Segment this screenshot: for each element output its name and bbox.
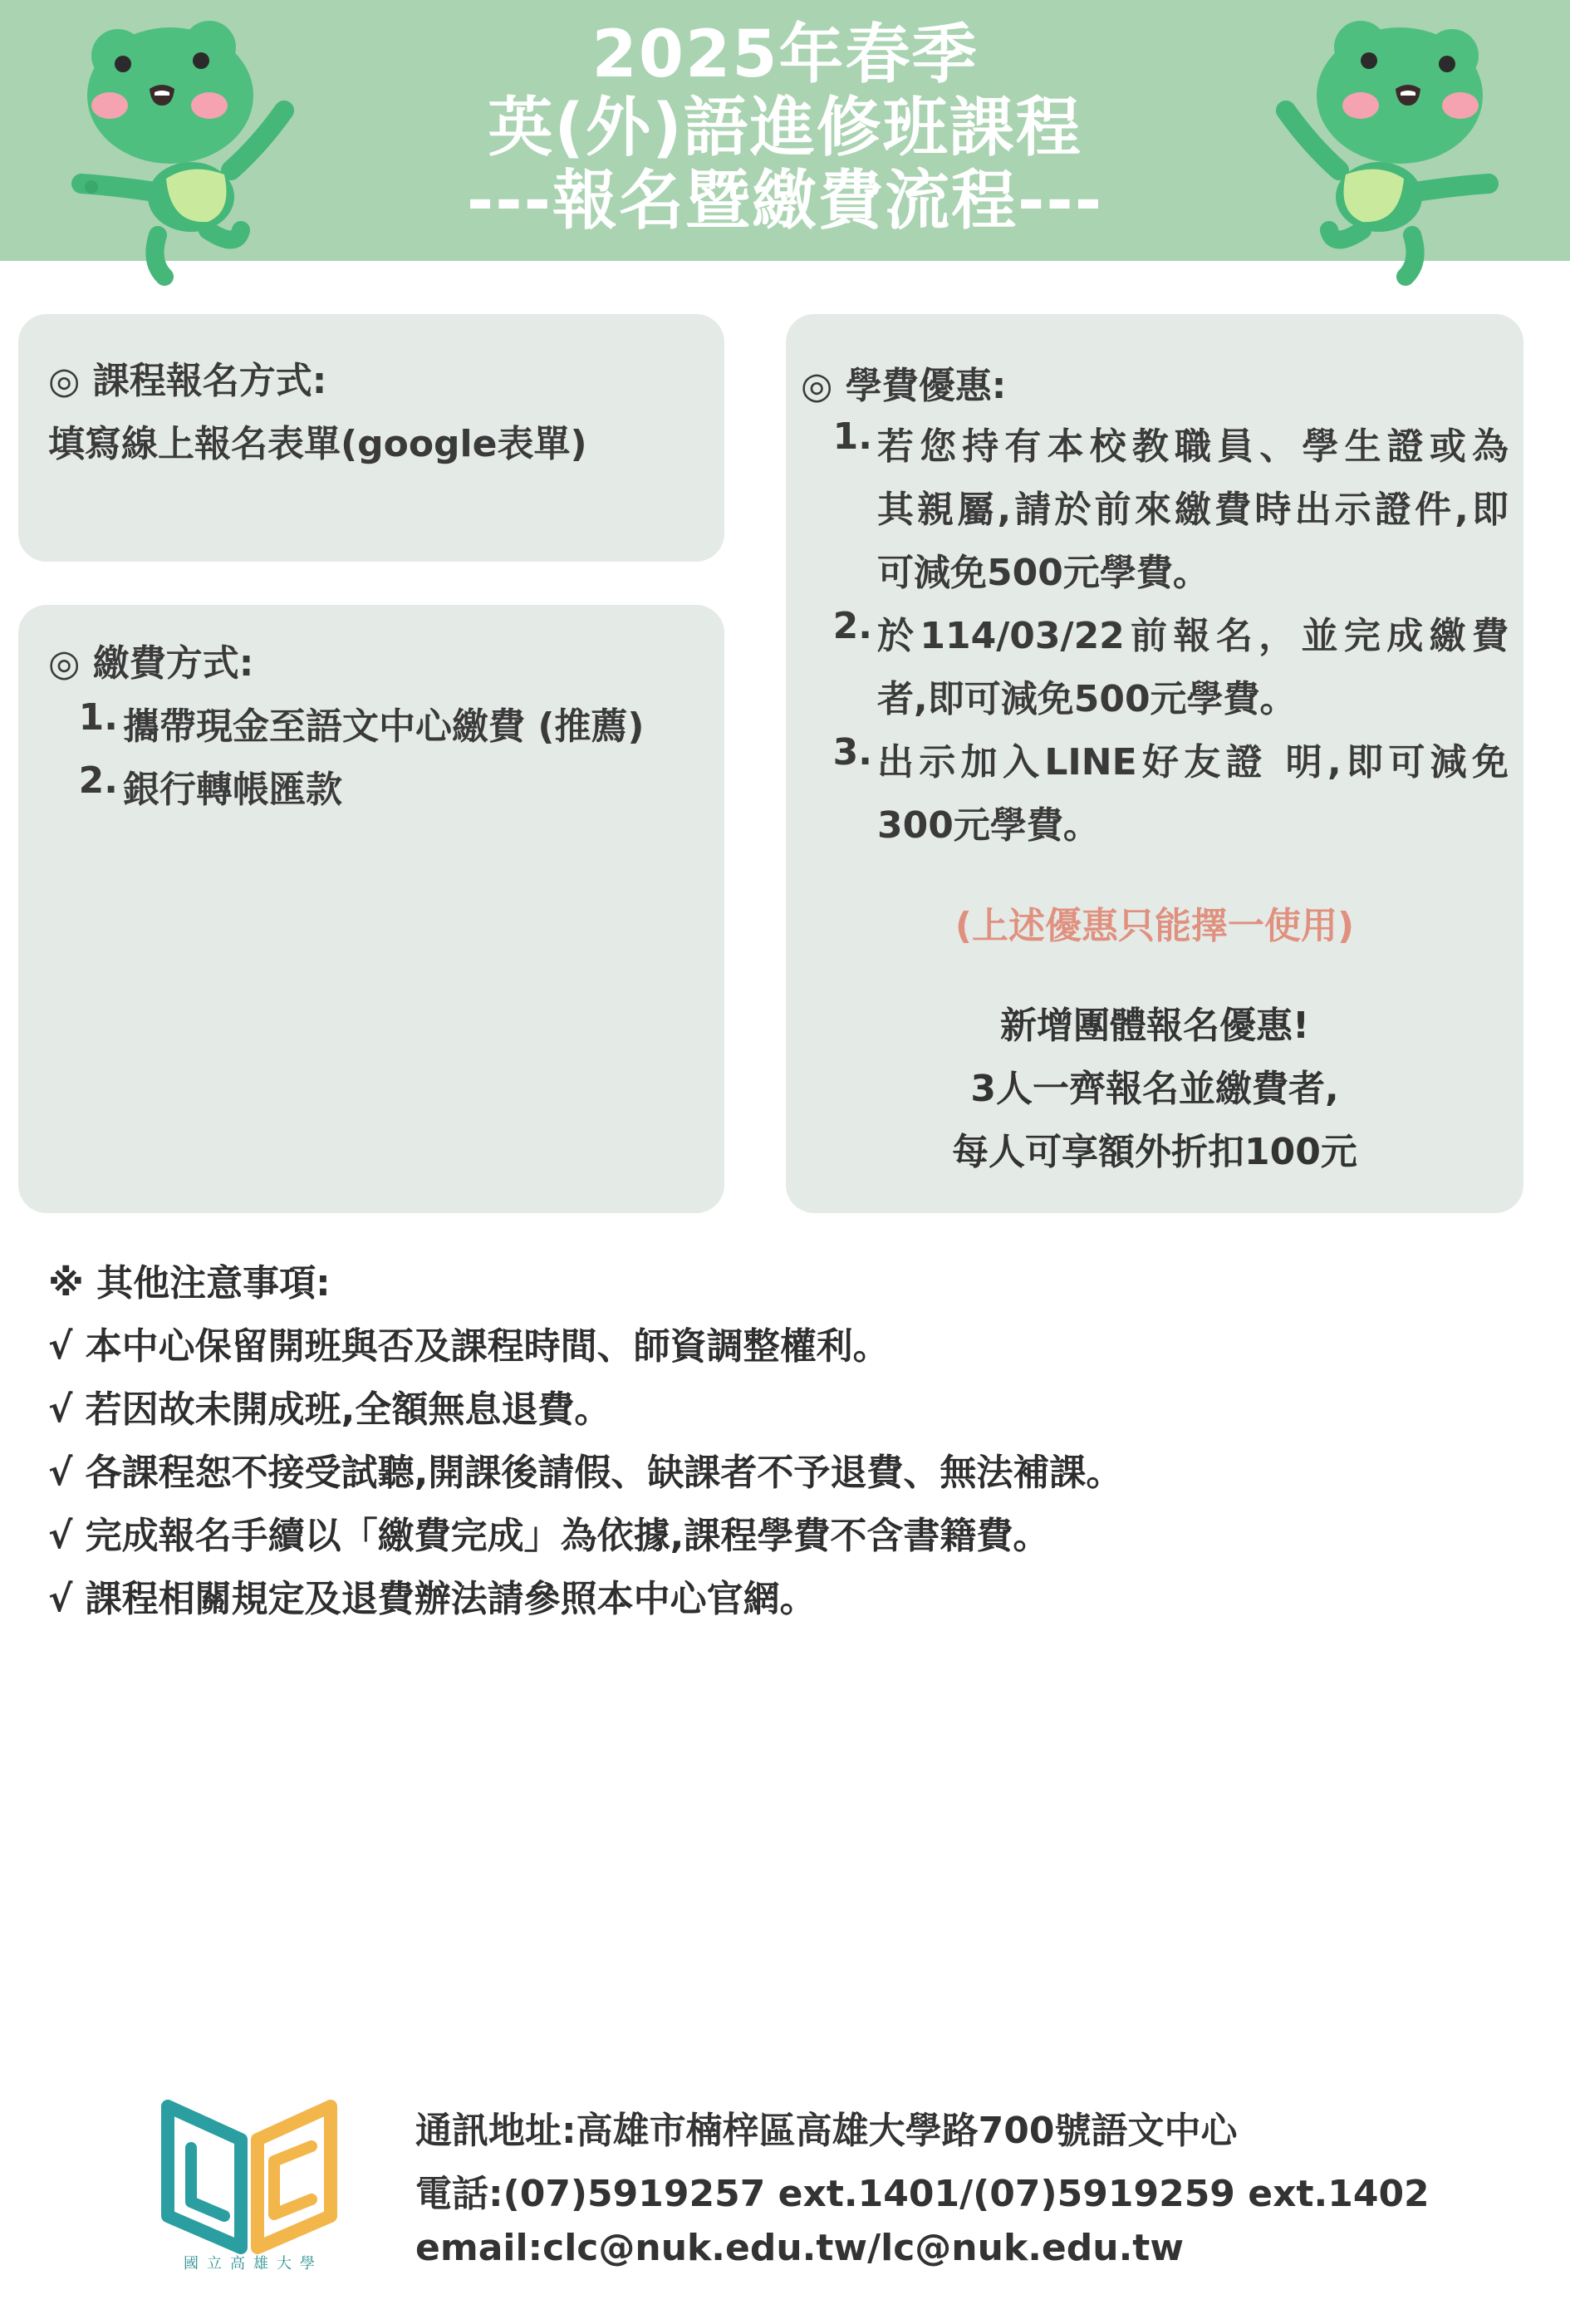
notes-heading: ※ 其他注意事項: xyxy=(48,1262,331,1304)
list-text-line: 其親屬,請於前來繳費時出示證件,即 xyxy=(877,489,1509,531)
group-offer-line-3: 每人可享額外折扣100元 xyxy=(952,1131,1357,1173)
registration-body: 填寫線上報名表單(google表單) xyxy=(48,423,587,465)
title-line-3: ---報名暨繳費流程--- xyxy=(466,164,1104,238)
title-line-2: 英(外)語進修班課程 xyxy=(488,91,1082,165)
list-text-line: 若您持有本校教職員、學生證或為 xyxy=(877,425,1509,468)
discount-exclusive-note: (上述優惠只能擇一使用) xyxy=(954,905,1355,947)
list-text-line: 者,即可減免500元學費。 xyxy=(877,678,1297,720)
group-offer-line-2: 3人一齊報名並繳費者, xyxy=(970,1068,1339,1110)
list-item: √ 各課程恕不接受試聽,開課後請假、缺課者不予退費、無法補課。 xyxy=(48,1452,1123,1494)
payment-heading: ◎ 繳費方式: xyxy=(48,642,254,685)
list-text-line: 於114/03/22前報名，並完成繳費 xyxy=(877,615,1509,657)
list-item: √ 完成報名手續以「繳費完成」為依據,課程學費不含書籍費。 xyxy=(48,1515,1050,1557)
title-line-1: 2025年春季 xyxy=(591,17,979,92)
list-number: 1. xyxy=(78,696,118,739)
list-text-line: 出示加入LINE好友證 明,即可減免 xyxy=(877,741,1509,784)
list-number: 2. xyxy=(832,605,872,647)
group-offer-line-1: 新增團體報名優惠! xyxy=(999,1005,1310,1047)
list-text-line: 可減免500元學費。 xyxy=(877,552,1209,594)
logo-caption: 國立高雄大學 xyxy=(184,2255,323,2272)
list-item: √ 若因故未開成班,全額無息退費。 xyxy=(48,1388,611,1431)
contact-phone: 電話:(07)5919257 ext.1401/(07)5919259 ext.1402 xyxy=(415,2173,1430,2215)
contact-address: 通訊地址:高雄市楠梓區高雄大學路700號語文中心 xyxy=(415,2110,1238,2152)
discount-heading: ◎ 學費優惠: xyxy=(801,365,1007,407)
contact-email[interactable]: email:clc@nuk.edu.tw/lc@nuk.edu.tw xyxy=(415,2227,1184,2269)
list-text: 銀行轉帳匯款 xyxy=(123,769,342,811)
page-title xyxy=(0,18,1570,238)
list-text: 攜帶現金至語文中心繳費 (推薦) xyxy=(123,705,645,748)
list-number: 3. xyxy=(832,731,872,774)
list-item: √ 本中心保留開班與否及課程時間、師資調整權利。 xyxy=(48,1325,890,1368)
list-number: 1. xyxy=(832,415,872,458)
list-number: 2. xyxy=(78,759,118,802)
registration-heading: ◎ 課程報名方式: xyxy=(48,360,327,402)
list-text-line: 300元學費。 xyxy=(877,804,1100,847)
list-item: √ 課程相關規定及退費辦法請參照本中心官網。 xyxy=(48,1578,817,1620)
